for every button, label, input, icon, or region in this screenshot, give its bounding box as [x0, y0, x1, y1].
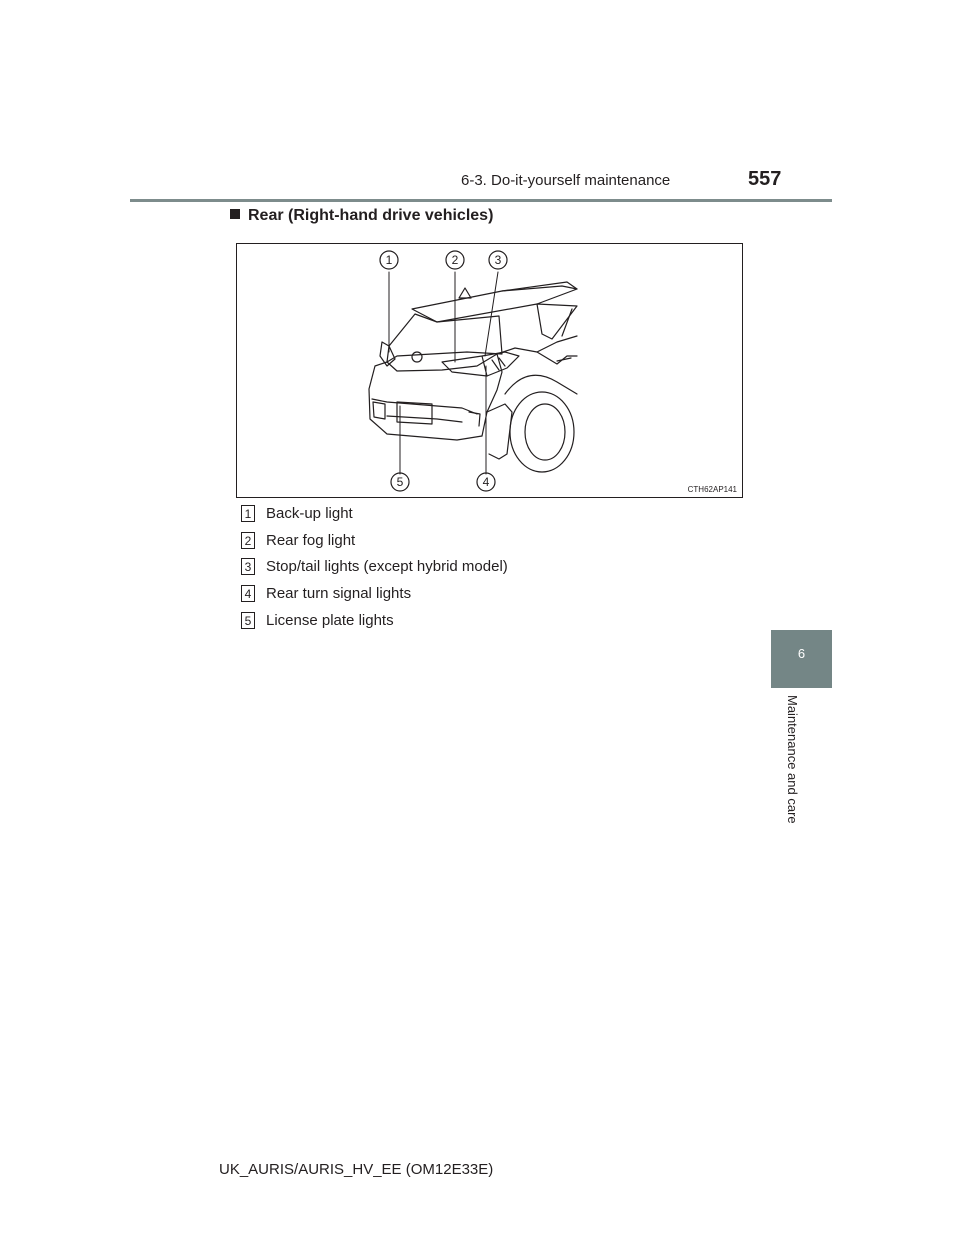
legend-text: Rear turn signal lights	[266, 584, 412, 602]
header-section-title: 6-3. Do-it-yourself maintenance	[461, 172, 671, 189]
legend-text: Stop/tail lights (except hybrid model)	[266, 558, 508, 576]
legend-number: 2	[241, 532, 255, 549]
legend-item	[241, 553, 508, 580]
header-divider	[130, 199, 832, 202]
legend-text: License plate lights	[266, 611, 394, 629]
callout-2-label: 2	[451, 253, 459, 267]
callout-5-label: 5	[396, 475, 404, 489]
footer-doc-id: UK_AURIS/AURIS_HV_EE (OM12E33E)	[219, 1161, 494, 1178]
callout-3-label: 3	[494, 253, 502, 267]
legend-text: Rear fog light	[266, 531, 356, 549]
callout-4-label: 4	[482, 475, 490, 489]
legend-item	[241, 580, 508, 607]
legend-number: 1	[241, 505, 255, 522]
legend-list	[241, 500, 508, 633]
bullet-icon	[230, 209, 240, 219]
page-number: 557	[748, 168, 782, 190]
legend-number: 4	[241, 585, 255, 602]
legend-item	[241, 500, 508, 527]
legend-item	[241, 527, 508, 554]
chapter-tab-label: Maintenance and care	[785, 695, 800, 824]
legend-text: Back-up light	[266, 504, 353, 522]
legend-number: 5	[241, 612, 255, 629]
rear-lights-figure	[236, 243, 743, 498]
antenna	[459, 288, 471, 298]
wheel-arch	[505, 375, 577, 394]
section-heading-text: Rear (Right-hand drive vehicles)	[248, 207, 494, 224]
chapter-tab: 6	[771, 630, 832, 688]
callout-1-label: 1	[385, 253, 393, 267]
legend-item	[241, 607, 508, 634]
section-heading	[230, 207, 493, 225]
car-rear-illustration	[237, 244, 742, 497]
side-window	[537, 304, 577, 339]
legend-number: 3	[241, 558, 255, 575]
figure-code: CTH62AP141	[687, 485, 737, 494]
rear-bumper	[372, 399, 477, 414]
emblem	[412, 352, 422, 362]
